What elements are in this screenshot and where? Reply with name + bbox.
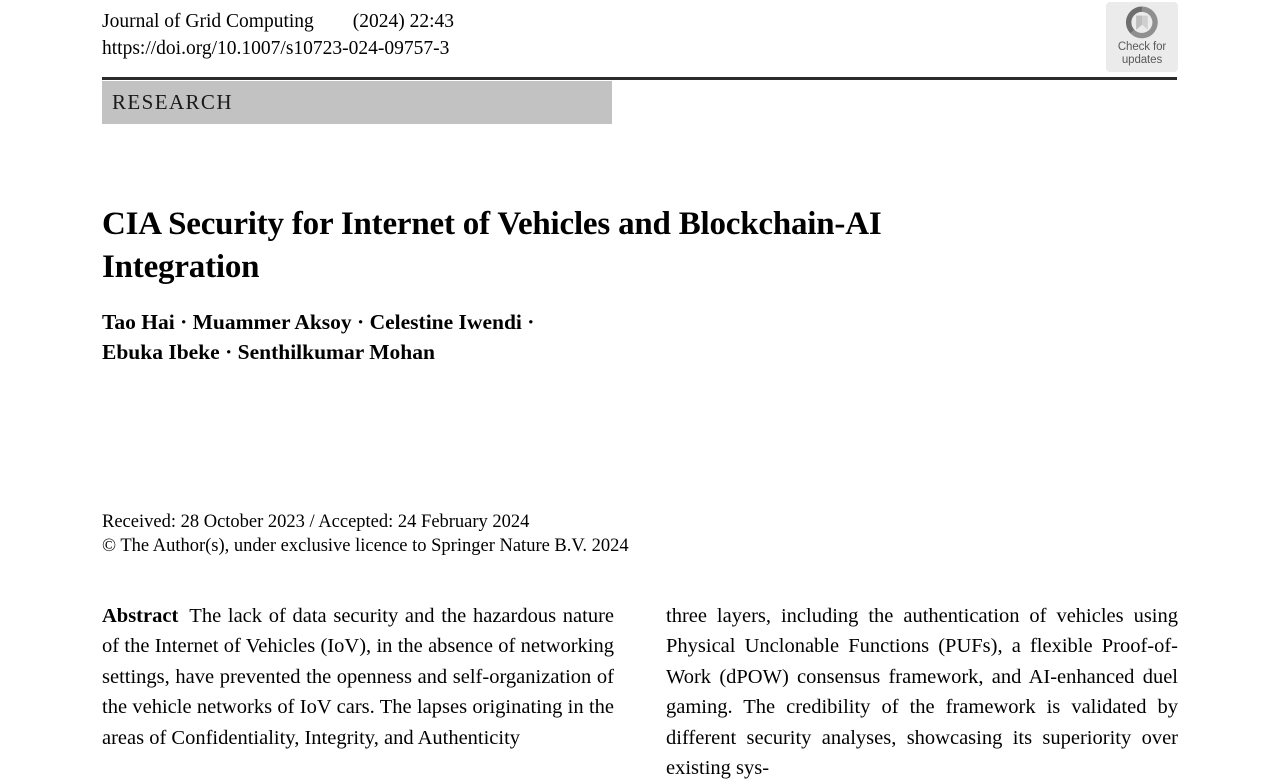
issue-reference: (2024) 22:43: [352, 11, 455, 32]
copyright-line: © The Author(s), under exclusive licence to Springer Nature B.V. 2024: [102, 535, 629, 556]
check-for-updates-icon: [1123, 6, 1161, 40]
author-list: [102, 308, 662, 367]
section-type-label: RESEARCH: [112, 90, 233, 114]
masthead-journal-line: [102, 8, 862, 35]
abstract-text-left: The lack of data security and the hazardous nature of the Internet of Vehicles (IoV), in the absence of networking settings, have prevented the openness and self-organization of the vehicle networks of IoV cars. The lapses originating in the areas of Confidentiality, Integrity, and Authenticity: [102, 605, 614, 749]
check-for-updates-label: [1118, 41, 1166, 66]
masthead: [102, 8, 862, 62]
author-line-2: Ebuka Ibeke · Senthilkumar Mohan: [102, 339, 435, 364]
check-for-updates-line1: Check for: [1117, 41, 1167, 53]
page-title: CIA Security for Internet of Vehicles and Blockchain-AI Integration: [102, 206, 882, 286]
abstract-column-right: [666, 601, 1178, 781]
publication-info: [102, 511, 802, 558]
abstract-text-right: three layers, including the authentication of vehicles using Physical Unclonable Functions (PUFs), a flexible Proof-of-Work (dPOW) consensus framework, and AI-enhanced duel gaming. The credibility of the framework is validated by different security analyses, showcasing its superiority over existing sys-: [666, 605, 1178, 780]
check-for-updates-badge[interactable]: [1106, 2, 1178, 72]
header-divider-rule: [102, 77, 1177, 80]
journal-name: Journal of Grid Computing: [102, 11, 314, 32]
received-accepted-line: Received: 28 October 2023 / Accepted: 24 February 2024: [102, 512, 530, 532]
check-for-updates-line2: updates: [1121, 53, 1163, 66]
abstract-section: [102, 601, 1179, 781]
author-line-1: Tao Hai · Muammer Aksoy · Celestine Iwendi ·: [102, 310, 535, 334]
abstract-column-left: [102, 601, 614, 781]
abstract-label: Abstract: [102, 605, 179, 627]
doi-link[interactable]: https://doi.org/10.1007/s10723-024-09757-3: [102, 38, 450, 59]
